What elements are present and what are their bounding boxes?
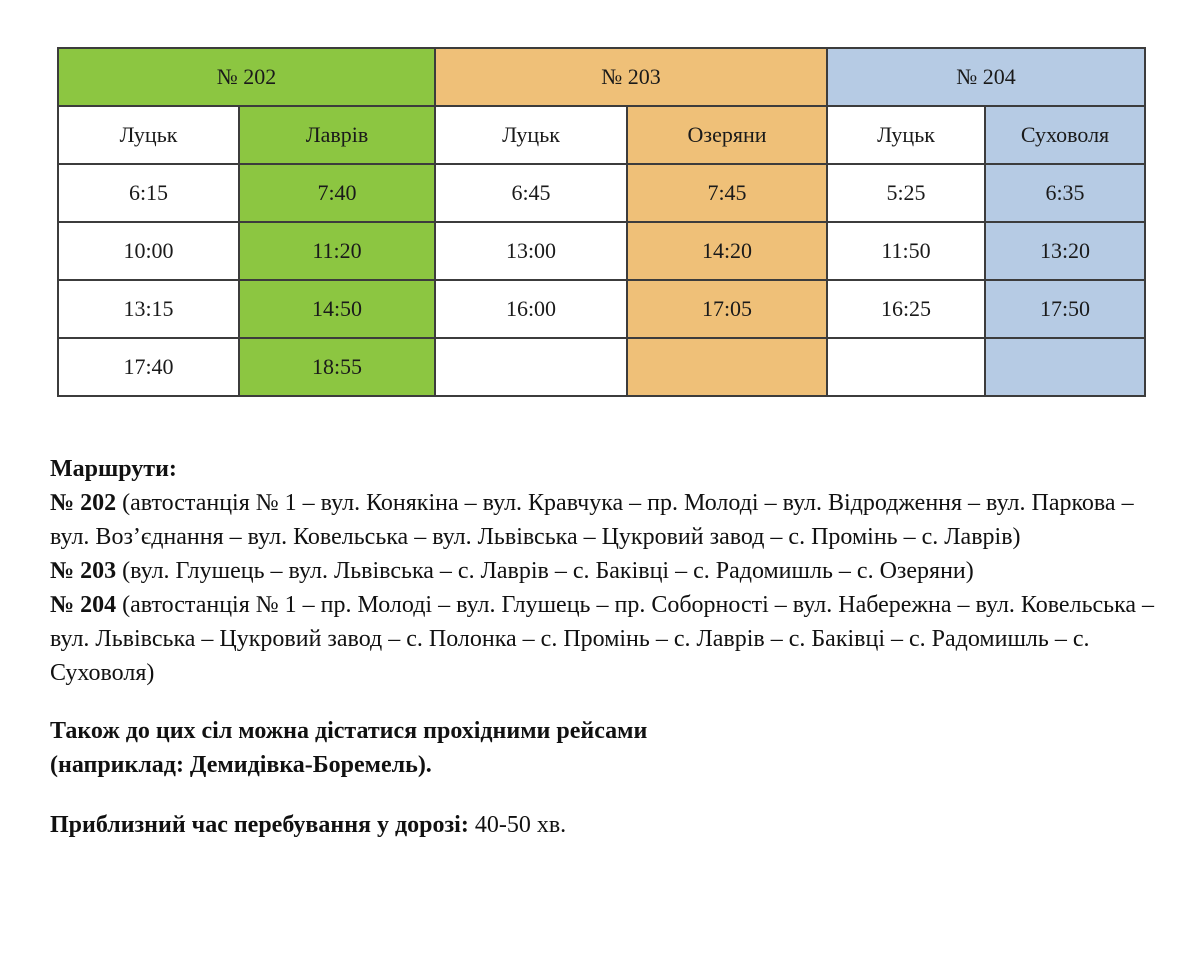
departure-time: 17:50 [985, 280, 1145, 338]
notes-section [50, 452, 1160, 842]
duration-note [50, 808, 1160, 842]
route-group-header-203: № 203 [435, 48, 827, 106]
station-header-lutsk-203: Луцьк [435, 106, 627, 164]
departure-time: 14:50 [239, 280, 435, 338]
timetable-body [58, 48, 1145, 396]
route-203-description [50, 554, 1160, 588]
transit-note-line-2: (наприклад: Демидівка-Боремель). [50, 752, 432, 778]
departure-time: 16:00 [435, 280, 627, 338]
transit-note [50, 714, 1160, 782]
departure-time: 6:35 [985, 164, 1145, 222]
station-header-row [58, 106, 1145, 164]
route-203-stops: (вул. Глушець – вул. Львівська – с. Лаврів – с. Баківці – с. Радомишль – с. Озеряни) [122, 558, 974, 584]
departure-time: 11:20 [239, 222, 435, 280]
routes-block [50, 452, 1160, 690]
departure-time: 7:40 [239, 164, 435, 222]
departure-time: 10:00 [58, 222, 239, 280]
route-202-stops: (автостанція № 1 – вул. Конякіна – вул. Кравчука – пр. Молоді – вул. Відродження – вул. Паркова – вул. Воз’єднання – вул. Ковельська – вул. Львівська – Цукровий завод – с. Промінь – с. Лаврів) [50, 490, 1134, 550]
bus-timetable [57, 47, 1146, 397]
station-header-sukhovolya: Суховоля [985, 106, 1145, 164]
transit-note-line-1: Також до цих сіл можна дістатися прохідними рейсами [50, 718, 648, 744]
duration-value: 40-50 хв. [474, 812, 567, 838]
routes-heading: Маршрути: [50, 456, 177, 482]
route-group-header-204: № 204 [827, 48, 1145, 106]
timetable-container [57, 47, 1144, 397]
route-204-label: № 204 [50, 592, 117, 618]
route-group-header-row [58, 48, 1145, 106]
departure-time: 18:55 [239, 338, 435, 396]
departure-time-empty [435, 338, 627, 396]
table-row [58, 164, 1145, 222]
departure-time: 16:25 [827, 280, 985, 338]
station-header-ozeryany: Озеряни [627, 106, 827, 164]
departure-time: 7:45 [627, 164, 827, 222]
departure-time: 6:15 [58, 164, 239, 222]
departure-time-empty [985, 338, 1145, 396]
departure-time: 13:15 [58, 280, 239, 338]
departure-time-empty [827, 338, 985, 396]
station-header-lutsk-204: Луцьк [827, 106, 985, 164]
departure-time: 13:20 [985, 222, 1145, 280]
departure-time: 13:00 [435, 222, 627, 280]
station-header-lutsk-202: Луцьк [58, 106, 239, 164]
route-204-stops: (автостанція № 1 – пр. Молоді – вул. Глушець – пр. Соборності – вул. Набережна – вул. Ковельська – вул. Львівська – Цукровий завод – с. Полонка – с. Промінь – с. Лаврів – с. Баківці – с. Радомишль – с. Суховоля) [50, 592, 1155, 686]
spacer [50, 690, 1160, 714]
route-202-description [50, 486, 1160, 554]
departure-time: 17:40 [58, 338, 239, 396]
departure-time: 5:25 [827, 164, 985, 222]
route-204-description [50, 588, 1160, 690]
departure-time: 6:45 [435, 164, 627, 222]
table-row [58, 338, 1145, 396]
departure-time: 11:50 [827, 222, 985, 280]
table-row [58, 222, 1145, 280]
station-header-lavriv: Лаврів [239, 106, 435, 164]
route-202-label: № 202 [50, 490, 117, 516]
spacer [50, 782, 1160, 808]
duration-line [50, 808, 1160, 842]
table-row [58, 280, 1145, 338]
departure-time: 17:05 [627, 280, 827, 338]
departure-time: 14:20 [627, 222, 827, 280]
route-group-header-202: № 202 [58, 48, 435, 106]
duration-label: Приблизний час перебування у дорозі: [50, 812, 469, 838]
route-203-label: № 203 [50, 558, 117, 584]
departure-time-empty [627, 338, 827, 396]
